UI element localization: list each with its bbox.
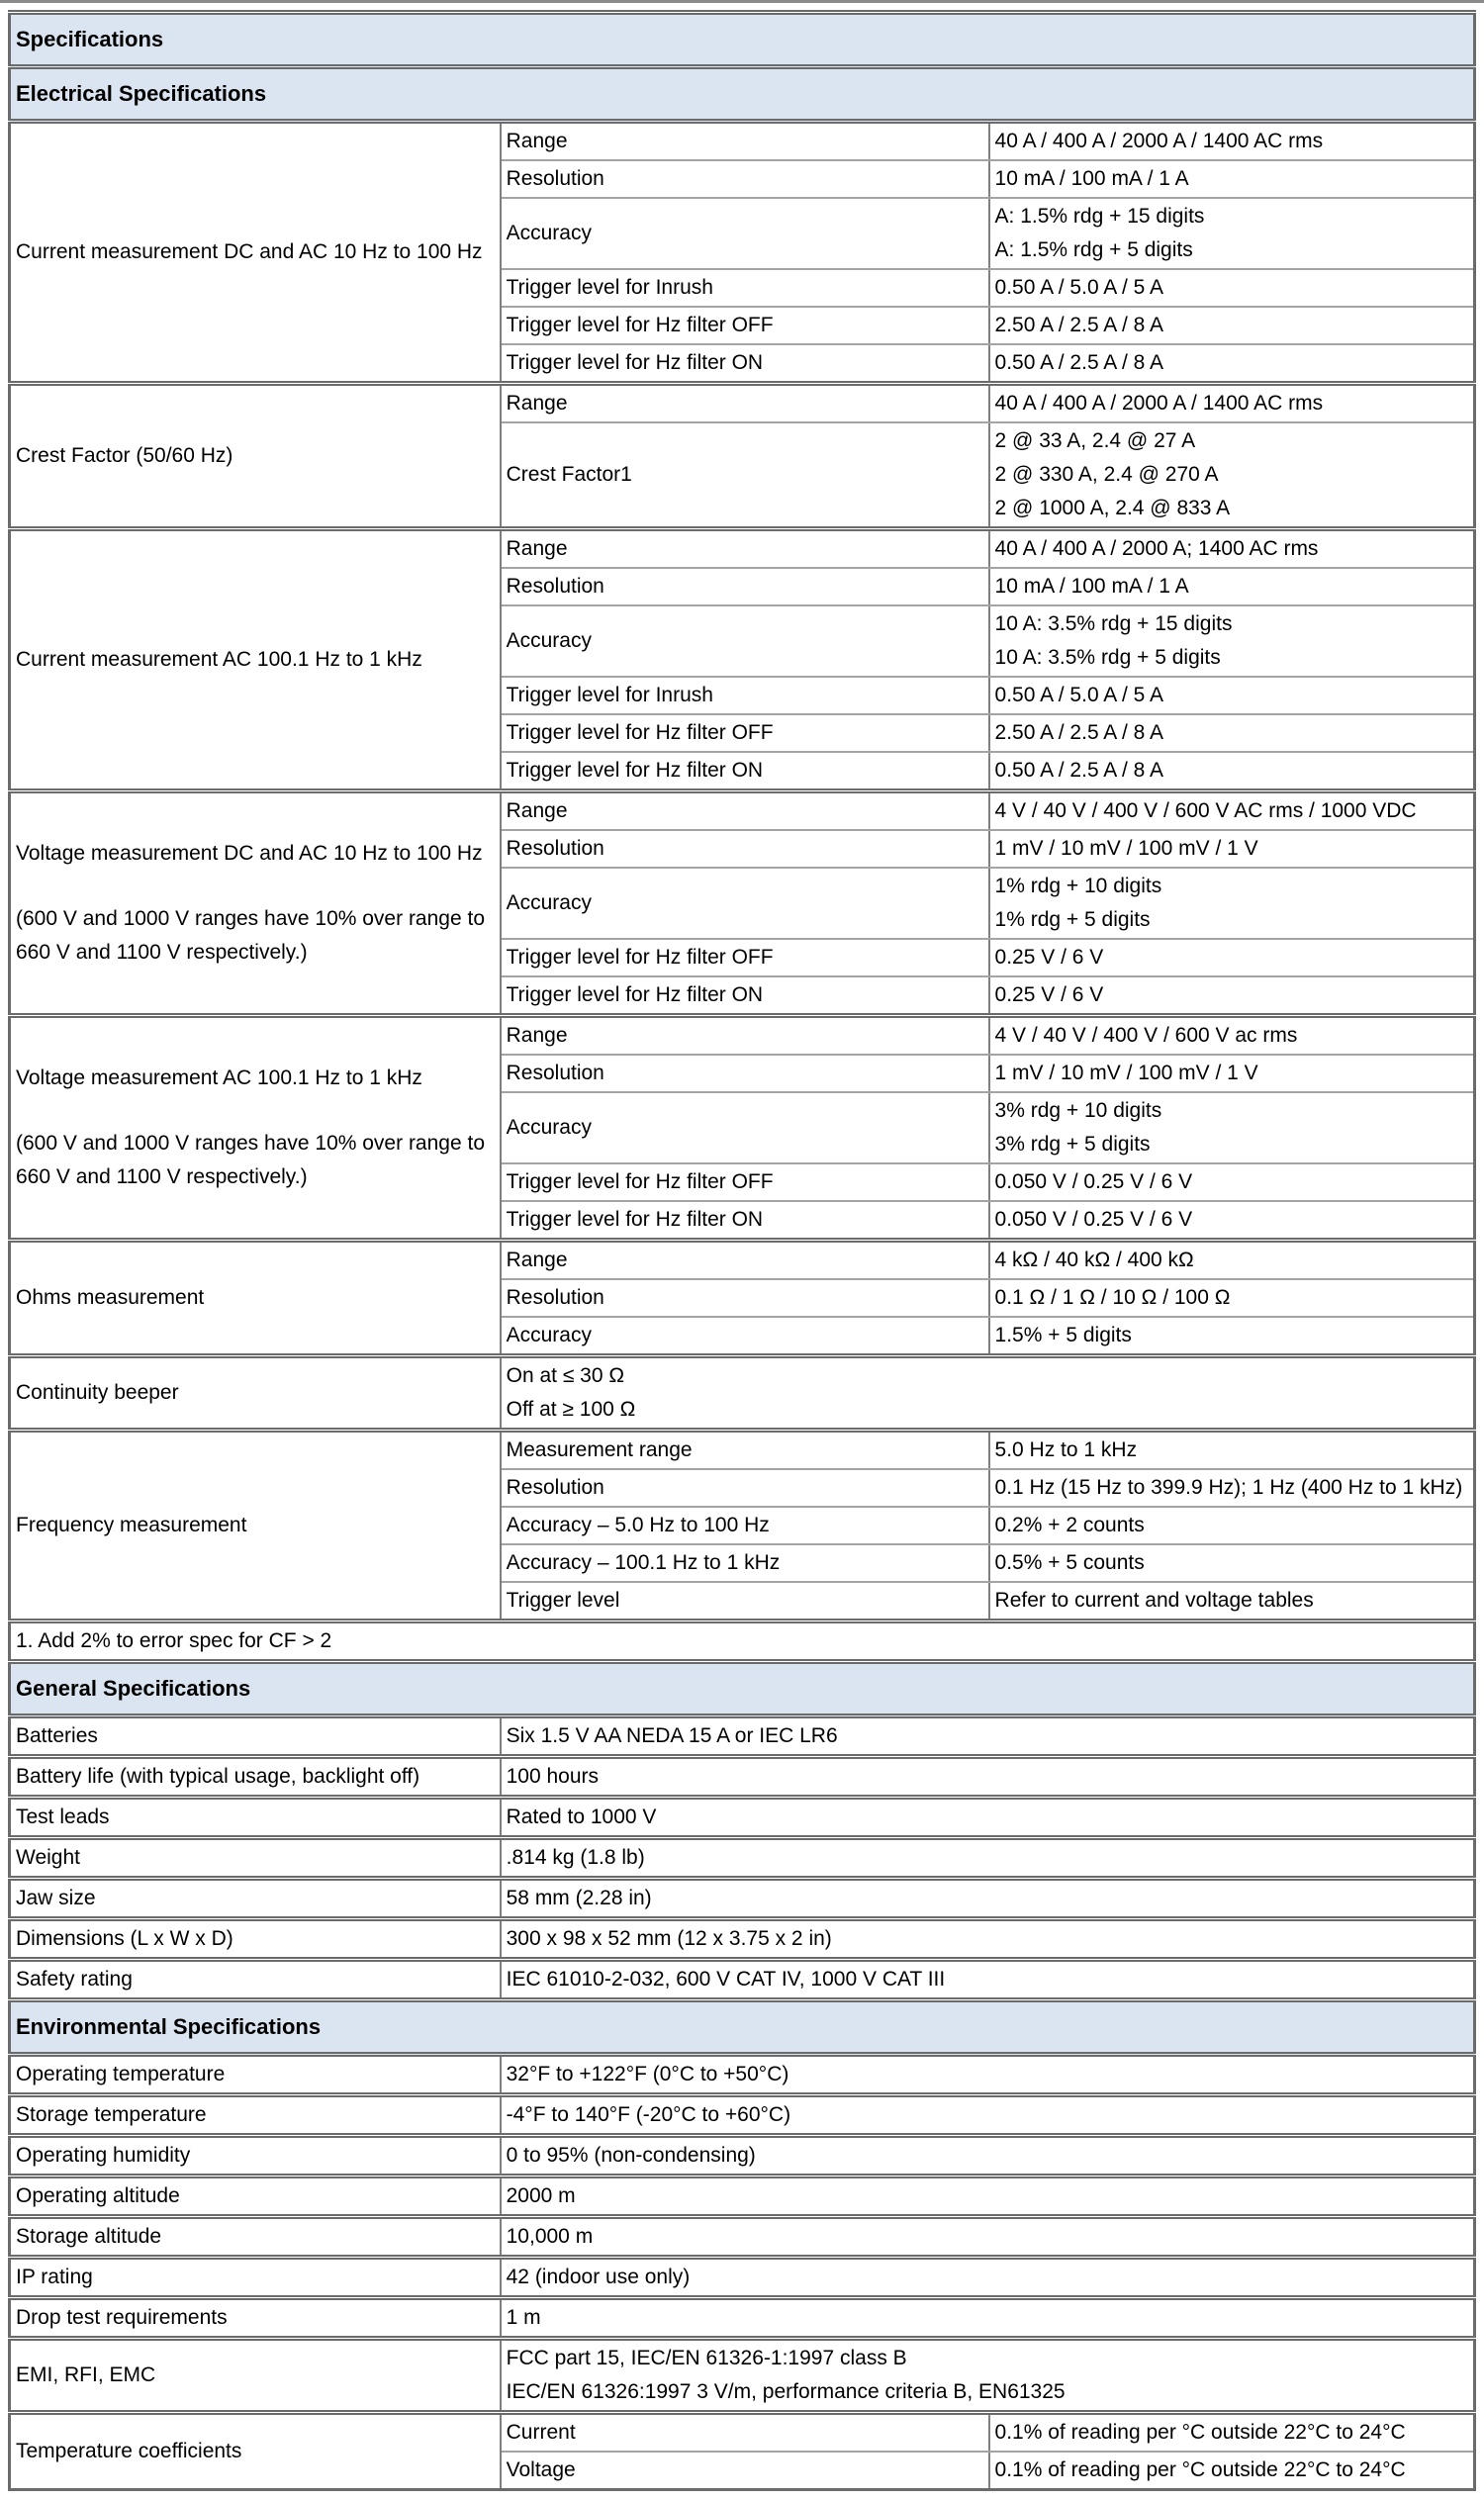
section-header-text: Electrical Specifications	[16, 81, 267, 106]
spec-value-cell	[989, 939, 1475, 976]
spec-value-cell	[501, 2298, 1475, 2339]
category-cell	[10, 2095, 501, 2136]
spec-label-cell	[501, 1092, 989, 1163]
section-header-text: General Specifications	[16, 1676, 251, 1701]
spec-label-cell	[501, 752, 989, 791]
spec-label-cell	[501, 1055, 989, 1092]
category-cell	[10, 1960, 501, 2000]
spec-value-cell	[989, 1092, 1475, 1163]
spec-value-text: 2000 m	[506, 2184, 576, 2207]
spec-value-cell	[989, 1544, 1475, 1582]
spec-value-text: 40 A / 400 A / 2000 A / 1400 AC rms	[994, 130, 1324, 152]
category-cell	[10, 1241, 501, 1356]
spec-value-cell	[989, 1241, 1475, 1280]
spec-label-cell	[501, 1201, 989, 1241]
category-cell	[10, 1838, 501, 1879]
spec-label-cell	[501, 605, 989, 677]
spec-value-cell	[989, 830, 1475, 868]
spec-label-cell	[501, 1469, 989, 1507]
spec-value-text: 2.50 A / 2.5 A / 8 A	[994, 314, 1164, 336]
category-text: Operating altitude	[16, 2184, 180, 2207]
spec-label-text: Trigger level for Inrush	[506, 276, 713, 299]
spec-label-cell	[501, 2452, 989, 2490]
category-cell	[10, 2413, 501, 2490]
spec-label-cell	[501, 677, 989, 714]
spec-label-text: Resolution	[506, 1286, 604, 1309]
spec-value-text: IEC/EN 61326:1997 3 V/m, performance criteria B, EN61325	[506, 2380, 1066, 2403]
category-cell	[10, 1798, 501, 1838]
spec-label-text: Trigger level for Hz filter ON	[506, 1208, 764, 1231]
spec-label-text: Range	[506, 392, 568, 415]
spec-value-cell	[989, 384, 1475, 423]
spec-row	[10, 1241, 1475, 1280]
section-header-row	[10, 2000, 1475, 2055]
spec-label-text: Accuracy – 5.0 Hz to 100 Hz	[506, 1514, 770, 1536]
category-cell	[10, 2055, 501, 2095]
spec-row	[10, 1838, 1475, 1879]
spec-label-text: Accuracy	[506, 891, 592, 914]
spec-label-text: Resolution	[506, 575, 604, 598]
spec-row	[10, 2258, 1475, 2298]
spec-value-text: Refer to current and voltage tables	[994, 1589, 1314, 1612]
spec-label-text: Accuracy	[506, 1324, 592, 1346]
spec-value-cell	[989, 677, 1475, 714]
spec-value-cell	[989, 344, 1475, 384]
spec-value-cell	[989, 1201, 1475, 1241]
spec-row	[10, 1016, 1475, 1056]
category-text: Batteries	[16, 1724, 98, 1747]
spec-value-text: 0.50 A / 2.5 A / 8 A	[994, 759, 1164, 782]
section-header-row	[10, 1662, 1475, 1716]
spec-value-cell	[501, 2136, 1475, 2177]
spec-value-text: 1% rdg + 5 digits	[994, 908, 1151, 931]
spec-value-cell	[989, 307, 1475, 344]
spec-value-text: 10 mA / 100 mA / 1 A	[994, 575, 1189, 598]
spec-label-text: Trigger level for Inrush	[506, 684, 713, 706]
spec-value-cell	[989, 160, 1475, 198]
spec-value-text: 0.1 Hz (15 Hz to 399.9 Hz); 1 Hz (400 Hz to 1 kHz)	[994, 1476, 1463, 1499]
spec-label-cell	[501, 1241, 989, 1280]
spec-label-text: Range	[506, 1249, 568, 1271]
spec-value-text: .814 kg (1.8 lb)	[506, 1846, 645, 1869]
category-text: Drop test requirements	[16, 2306, 228, 2329]
specifications-table-body	[10, 13, 1475, 2490]
spec-value-text: 0.5% + 5 counts	[994, 1551, 1145, 1574]
spec-row	[10, 2413, 1475, 2453]
spec-value-text: 3% rdg + 10 digits	[994, 1099, 1162, 1122]
spec-value-text: IEC 61010-2-032, 600 V CAT IV, 1000 V CAT III	[506, 1968, 946, 1991]
spec-label-cell	[501, 384, 989, 423]
section-header-cell	[10, 2000, 1475, 2055]
spec-value-text: 0.50 A / 5.0 A / 5 A	[994, 276, 1164, 299]
spec-label-text: Crest Factor1	[506, 463, 632, 486]
spec-label-text: Current	[506, 2421, 576, 2444]
spec-row	[10, 2217, 1475, 2258]
section-header-row	[10, 67, 1475, 122]
category-cell	[10, 1356, 501, 1431]
spec-label-text: Range	[506, 1024, 568, 1047]
spec-label-text: Trigger level for Hz filter ON	[506, 759, 764, 782]
spec-value-cell	[989, 1469, 1475, 1507]
spec-label-cell	[501, 1163, 989, 1201]
category-text: Storage altitude	[16, 2225, 162, 2248]
spec-value-text: 1% rdg + 10 digits	[994, 875, 1162, 897]
spec-label-text: Measurement range	[506, 1438, 693, 1461]
spec-value-cell	[501, 2095, 1475, 2136]
spec-label-cell	[501, 1317, 989, 1356]
category-cell	[10, 2136, 501, 2177]
spec-value-text: 0.50 A / 2.5 A / 8 A	[994, 351, 1164, 374]
spec-row	[10, 2136, 1475, 2177]
section-header-text: Specifications	[16, 27, 164, 51]
spec-value-text: 300 x 98 x 52 mm (12 x 3.75 x 2 in)	[506, 1927, 832, 1950]
section-header-row	[10, 13, 1475, 67]
spec-label-cell	[501, 830, 989, 868]
spec-row	[10, 1356, 1475, 1431]
spec-value-text: 4 V / 40 V / 400 V / 600 V ac rms	[994, 1024, 1298, 1047]
spec-value-text: 4 V / 40 V / 400 V / 600 V AC rms / 1000 VDC	[994, 799, 1417, 822]
spec-label-cell	[501, 976, 989, 1016]
category-cell	[10, 2298, 501, 2339]
spec-value-cell	[501, 2339, 1475, 2413]
spec-label-text: Resolution	[506, 1062, 604, 1084]
spec-value-cell	[501, 1798, 1475, 1838]
spec-label-text: Accuracy	[506, 222, 592, 244]
spec-value-cell	[989, 1163, 1475, 1201]
spec-value-text: 40 A / 400 A / 2000 A / 1400 AC rms	[994, 392, 1324, 415]
category-text: Voltage measurement AC 100.1 Hz to 1 kHz	[16, 1066, 422, 1089]
spec-label-text: Trigger level for Hz filter OFF	[506, 946, 774, 969]
spec-value-cell	[989, 1016, 1475, 1056]
spec-value-cell	[501, 1879, 1475, 1919]
spec-value-text: FCC part 15, IEC/EN 61326-1:1997 class B	[506, 2347, 907, 2369]
spec-value-cell	[989, 605, 1475, 677]
category-cell	[10, 1919, 501, 1960]
section-header-cell	[10, 1662, 1475, 1716]
category-cell	[10, 122, 501, 384]
spec-label-cell	[501, 160, 989, 198]
spec-label-text: Accuracy	[506, 629, 592, 652]
spec-value-text: Off at ≥ 100 Ω	[506, 1398, 636, 1421]
spec-label-text: Range	[506, 130, 568, 152]
spec-value-cell	[989, 269, 1475, 307]
spec-value-text: On at ≤ 30 Ω	[506, 1364, 625, 1387]
spec-value-cell	[501, 2177, 1475, 2217]
category-text: Battery life (with typical usage, backlight off)	[16, 1765, 420, 1788]
spec-value-text: Rated to 1000 V	[506, 1806, 657, 1828]
spec-value-cell	[989, 976, 1475, 1016]
spec-value-text: 1.5% + 5 digits	[994, 1324, 1132, 1346]
spec-label-cell	[501, 1279, 989, 1317]
spec-value-text: 100 hours	[506, 1765, 600, 1788]
spec-value-cell	[989, 1317, 1475, 1356]
spec-value-cell	[501, 1356, 1475, 1431]
category-text: Test leads	[16, 1806, 110, 1828]
spec-value-cell	[501, 1838, 1475, 1879]
spec-row	[10, 384, 1475, 423]
spec-row	[10, 1431, 1475, 1470]
spec-label-text: Resolution	[506, 1476, 604, 1499]
category-text: (600 V and 1000 V ranges have 10% over range to 660 V and 1100 V respectively.)	[16, 907, 485, 964]
spec-value-text: 0.050 V / 0.25 V / 6 V	[994, 1170, 1193, 1193]
spec-label-cell	[501, 791, 989, 831]
category-text: Current measurement AC 100.1 Hz to 1 kHz	[16, 648, 422, 671]
spec-value-text: 42 (indoor use only)	[506, 2266, 691, 2288]
specifications-document	[0, 10, 1484, 2501]
category-cell	[10, 2339, 501, 2413]
spec-value-cell	[501, 1757, 1475, 1798]
spec-label-text: Trigger level for Hz filter ON	[506, 351, 764, 374]
spec-value-text: 2.50 A / 2.5 A / 8 A	[994, 721, 1164, 744]
spec-value-text: 0.25 V / 6 V	[994, 946, 1104, 969]
spec-label-cell	[501, 344, 989, 384]
spec-label-text: Trigger level	[506, 1589, 620, 1612]
category-cell	[10, 2258, 501, 2298]
footnote-text: 1. Add 2% to error spec for CF > 2	[16, 1629, 332, 1652]
spec-value-text: 3% rdg + 5 digits	[994, 1133, 1151, 1156]
spec-value-text: A: 1.5% rdg + 15 digits	[994, 205, 1205, 228]
category-cell	[10, 2177, 501, 2217]
category-cell	[10, 791, 501, 1016]
spec-value-cell	[501, 1960, 1475, 2000]
spec-label-text: Trigger level for Hz filter OFF	[506, 721, 774, 744]
spec-label-text: Accuracy – 100.1 Hz to 1 kHz	[506, 1551, 781, 1574]
category-text: Frequency measurement	[16, 1514, 247, 1536]
spec-row	[10, 1757, 1475, 1798]
spec-label-text: Range	[506, 799, 568, 822]
specifications-table	[8, 10, 1476, 2491]
spec-label-cell	[501, 269, 989, 307]
spec-value-text: 10,000 m	[506, 2225, 594, 2248]
spec-value-text: 1 mV / 10 mV / 100 mV / 1 V	[994, 1062, 1258, 1084]
category-text: Voltage measurement DC and AC 10 Hz to 100 Hz	[16, 842, 483, 865]
spec-value-text: 40 A / 400 A / 2000 A; 1400 AC rms	[994, 537, 1319, 560]
spec-value-cell	[989, 1279, 1475, 1317]
spec-value-cell	[989, 568, 1475, 605]
spec-row	[10, 529, 1475, 569]
spec-row	[10, 1716, 1475, 1757]
spec-label-text: Resolution	[506, 167, 604, 190]
category-text: EMI, RFI, EMC	[16, 2363, 156, 2386]
footnote-cell	[10, 1621, 1475, 1662]
category-cell	[10, 2217, 501, 2258]
spec-value-cell	[989, 422, 1475, 529]
spec-value-text: 2 @ 1000 A, 2.4 @ 833 A	[994, 497, 1231, 519]
spec-row	[10, 1879, 1475, 1919]
spec-value-text: 0.1 Ω / 1 Ω / 10 Ω / 100 Ω	[994, 1286, 1231, 1309]
spec-value-cell	[989, 122, 1475, 161]
spec-label-cell	[501, 198, 989, 269]
top-rule	[0, 0, 1484, 3]
spec-label-cell	[501, 868, 989, 939]
spec-label-cell	[501, 1582, 989, 1621]
spec-value-cell	[501, 1716, 1475, 1757]
category-text: Weight	[16, 1846, 80, 1869]
category-cell	[10, 1757, 501, 1798]
category-text: Storage temperature	[16, 2103, 207, 2126]
spec-value-text: 10 A: 3.5% rdg + 5 digits	[994, 646, 1221, 669]
spec-value-text: 0.050 V / 0.25 V / 6 V	[994, 1208, 1193, 1231]
spec-value-text: 0.25 V / 6 V	[994, 983, 1104, 1006]
category-cell	[10, 384, 501, 529]
spec-label-text: Accuracy	[506, 1116, 592, 1139]
spec-label-text: Resolution	[506, 837, 604, 860]
spec-value-cell	[989, 714, 1475, 752]
spec-value-cell	[989, 1055, 1475, 1092]
spec-label-text: Voltage	[506, 2458, 576, 2481]
category-text: Operating temperature	[16, 2063, 226, 2085]
spec-value-cell	[989, 1582, 1475, 1621]
spec-value-text: 10 mA / 100 mA / 1 A	[994, 167, 1189, 190]
spec-label-cell	[501, 1016, 989, 1056]
spec-row	[10, 2298, 1475, 2339]
spec-value-cell	[989, 752, 1475, 791]
category-text: Continuity beeper	[16, 1381, 179, 1404]
spec-value-cell	[501, 2258, 1475, 2298]
category-text: Dimensions (L x W x D)	[16, 1927, 233, 1950]
spec-label-cell	[501, 568, 989, 605]
spec-value-text: 32°F to +122°F (0°C to +50°C)	[506, 2063, 789, 2085]
category-text: Temperature coefficients	[16, 2440, 242, 2462]
spec-row	[10, 1960, 1475, 2000]
section-header-cell	[10, 13, 1475, 67]
spec-value-text: 0.50 A / 5.0 A / 5 A	[994, 684, 1164, 706]
spec-row	[10, 791, 1475, 831]
spec-value-cell	[501, 2055, 1475, 2095]
spec-label-text: Range	[506, 537, 568, 560]
category-cell	[10, 1879, 501, 1919]
category-cell	[10, 1016, 501, 1241]
spec-value-text: 2 @ 33 A, 2.4 @ 27 A	[994, 429, 1196, 452]
spec-value-text: 10 A: 3.5% rdg + 15 digits	[994, 612, 1233, 635]
category-text: Ohms measurement	[16, 1286, 205, 1309]
section-header-text: Environmental Specifications	[16, 2014, 322, 2039]
spec-value-text: 0.2% + 2 counts	[994, 1514, 1145, 1536]
spec-value-cell	[501, 1919, 1475, 1960]
category-text: Current measurement DC and AC 10 Hz to 100 Hz	[16, 240, 483, 263]
spec-row	[10, 2055, 1475, 2095]
spec-value-text: 1 m	[506, 2306, 541, 2329]
spec-value-text: -4°F to 140°F (-20°C to +60°C)	[506, 2103, 791, 2126]
spec-row	[10, 2095, 1475, 2136]
section-header-cell	[10, 67, 1475, 122]
spec-label-text: Trigger level for Hz filter OFF	[506, 314, 774, 336]
spec-label-cell	[501, 1544, 989, 1582]
category-text: Crest Factor (50/60 Hz)	[16, 444, 233, 467]
spec-value-text: 0 to 95% (non-condensing)	[506, 2144, 756, 2167]
spec-value-cell	[989, 198, 1475, 269]
spec-row	[10, 2339, 1475, 2413]
spec-value-cell	[989, 1507, 1475, 1544]
spec-value-text: 1 mV / 10 mV / 100 mV / 1 V	[994, 837, 1258, 860]
spec-row	[10, 2177, 1475, 2217]
spec-label-cell	[501, 529, 989, 569]
spec-label-cell	[501, 2413, 989, 2453]
spec-value-cell	[989, 868, 1475, 939]
spec-value-cell	[989, 791, 1475, 831]
spec-value-text: A: 1.5% rdg + 5 digits	[994, 238, 1193, 261]
spec-value-cell	[989, 2452, 1475, 2490]
spec-label-cell	[501, 1507, 989, 1544]
spec-row	[10, 1919, 1475, 1960]
category-text: Safety rating	[16, 1968, 133, 1991]
spec-value-cell	[989, 529, 1475, 569]
spec-label-cell	[501, 1431, 989, 1470]
footnote-row	[10, 1621, 1475, 1662]
category-text: (600 V and 1000 V ranges have 10% over range to 660 V and 1100 V respectively.)	[16, 1132, 485, 1188]
category-cell	[10, 1431, 501, 1621]
spec-value-text: 5.0 Hz to 1 kHz	[994, 1438, 1138, 1461]
spec-label-text: Trigger level for Hz filter ON	[506, 983, 764, 1006]
spec-row	[10, 1798, 1475, 1838]
spec-value-cell	[501, 2217, 1475, 2258]
spec-label-text: Trigger level for Hz filter OFF	[506, 1170, 774, 1193]
spec-label-cell	[501, 422, 989, 529]
spec-label-cell	[501, 939, 989, 976]
spec-row	[10, 122, 1475, 161]
spec-value-text: Six 1.5 V AA NEDA 15 A or IEC LR6	[506, 1724, 838, 1747]
spec-label-cell	[501, 714, 989, 752]
category-cell	[10, 529, 501, 791]
category-text: IP rating	[16, 2266, 93, 2288]
spec-value-text: 0.1% of reading per °C outside 22°C to 24°C	[994, 2421, 1406, 2444]
spec-value-cell	[989, 1431, 1475, 1470]
spec-label-cell	[501, 307, 989, 344]
spec-value-text: 58 mm (2.28 in)	[506, 1887, 652, 1909]
category-text: Jaw size	[16, 1887, 96, 1909]
spec-value-cell	[989, 2413, 1475, 2453]
spec-value-text: 2 @ 330 A, 2.4 @ 270 A	[994, 463, 1219, 486]
category-cell	[10, 1716, 501, 1757]
spec-value-text: 0.1% of reading per °C outside 22°C to 24°C	[994, 2458, 1406, 2481]
spec-label-cell	[501, 122, 989, 161]
spec-value-text: 4 kΩ / 40 kΩ / 400 kΩ	[994, 1249, 1194, 1271]
category-text: Operating humidity	[16, 2144, 191, 2167]
